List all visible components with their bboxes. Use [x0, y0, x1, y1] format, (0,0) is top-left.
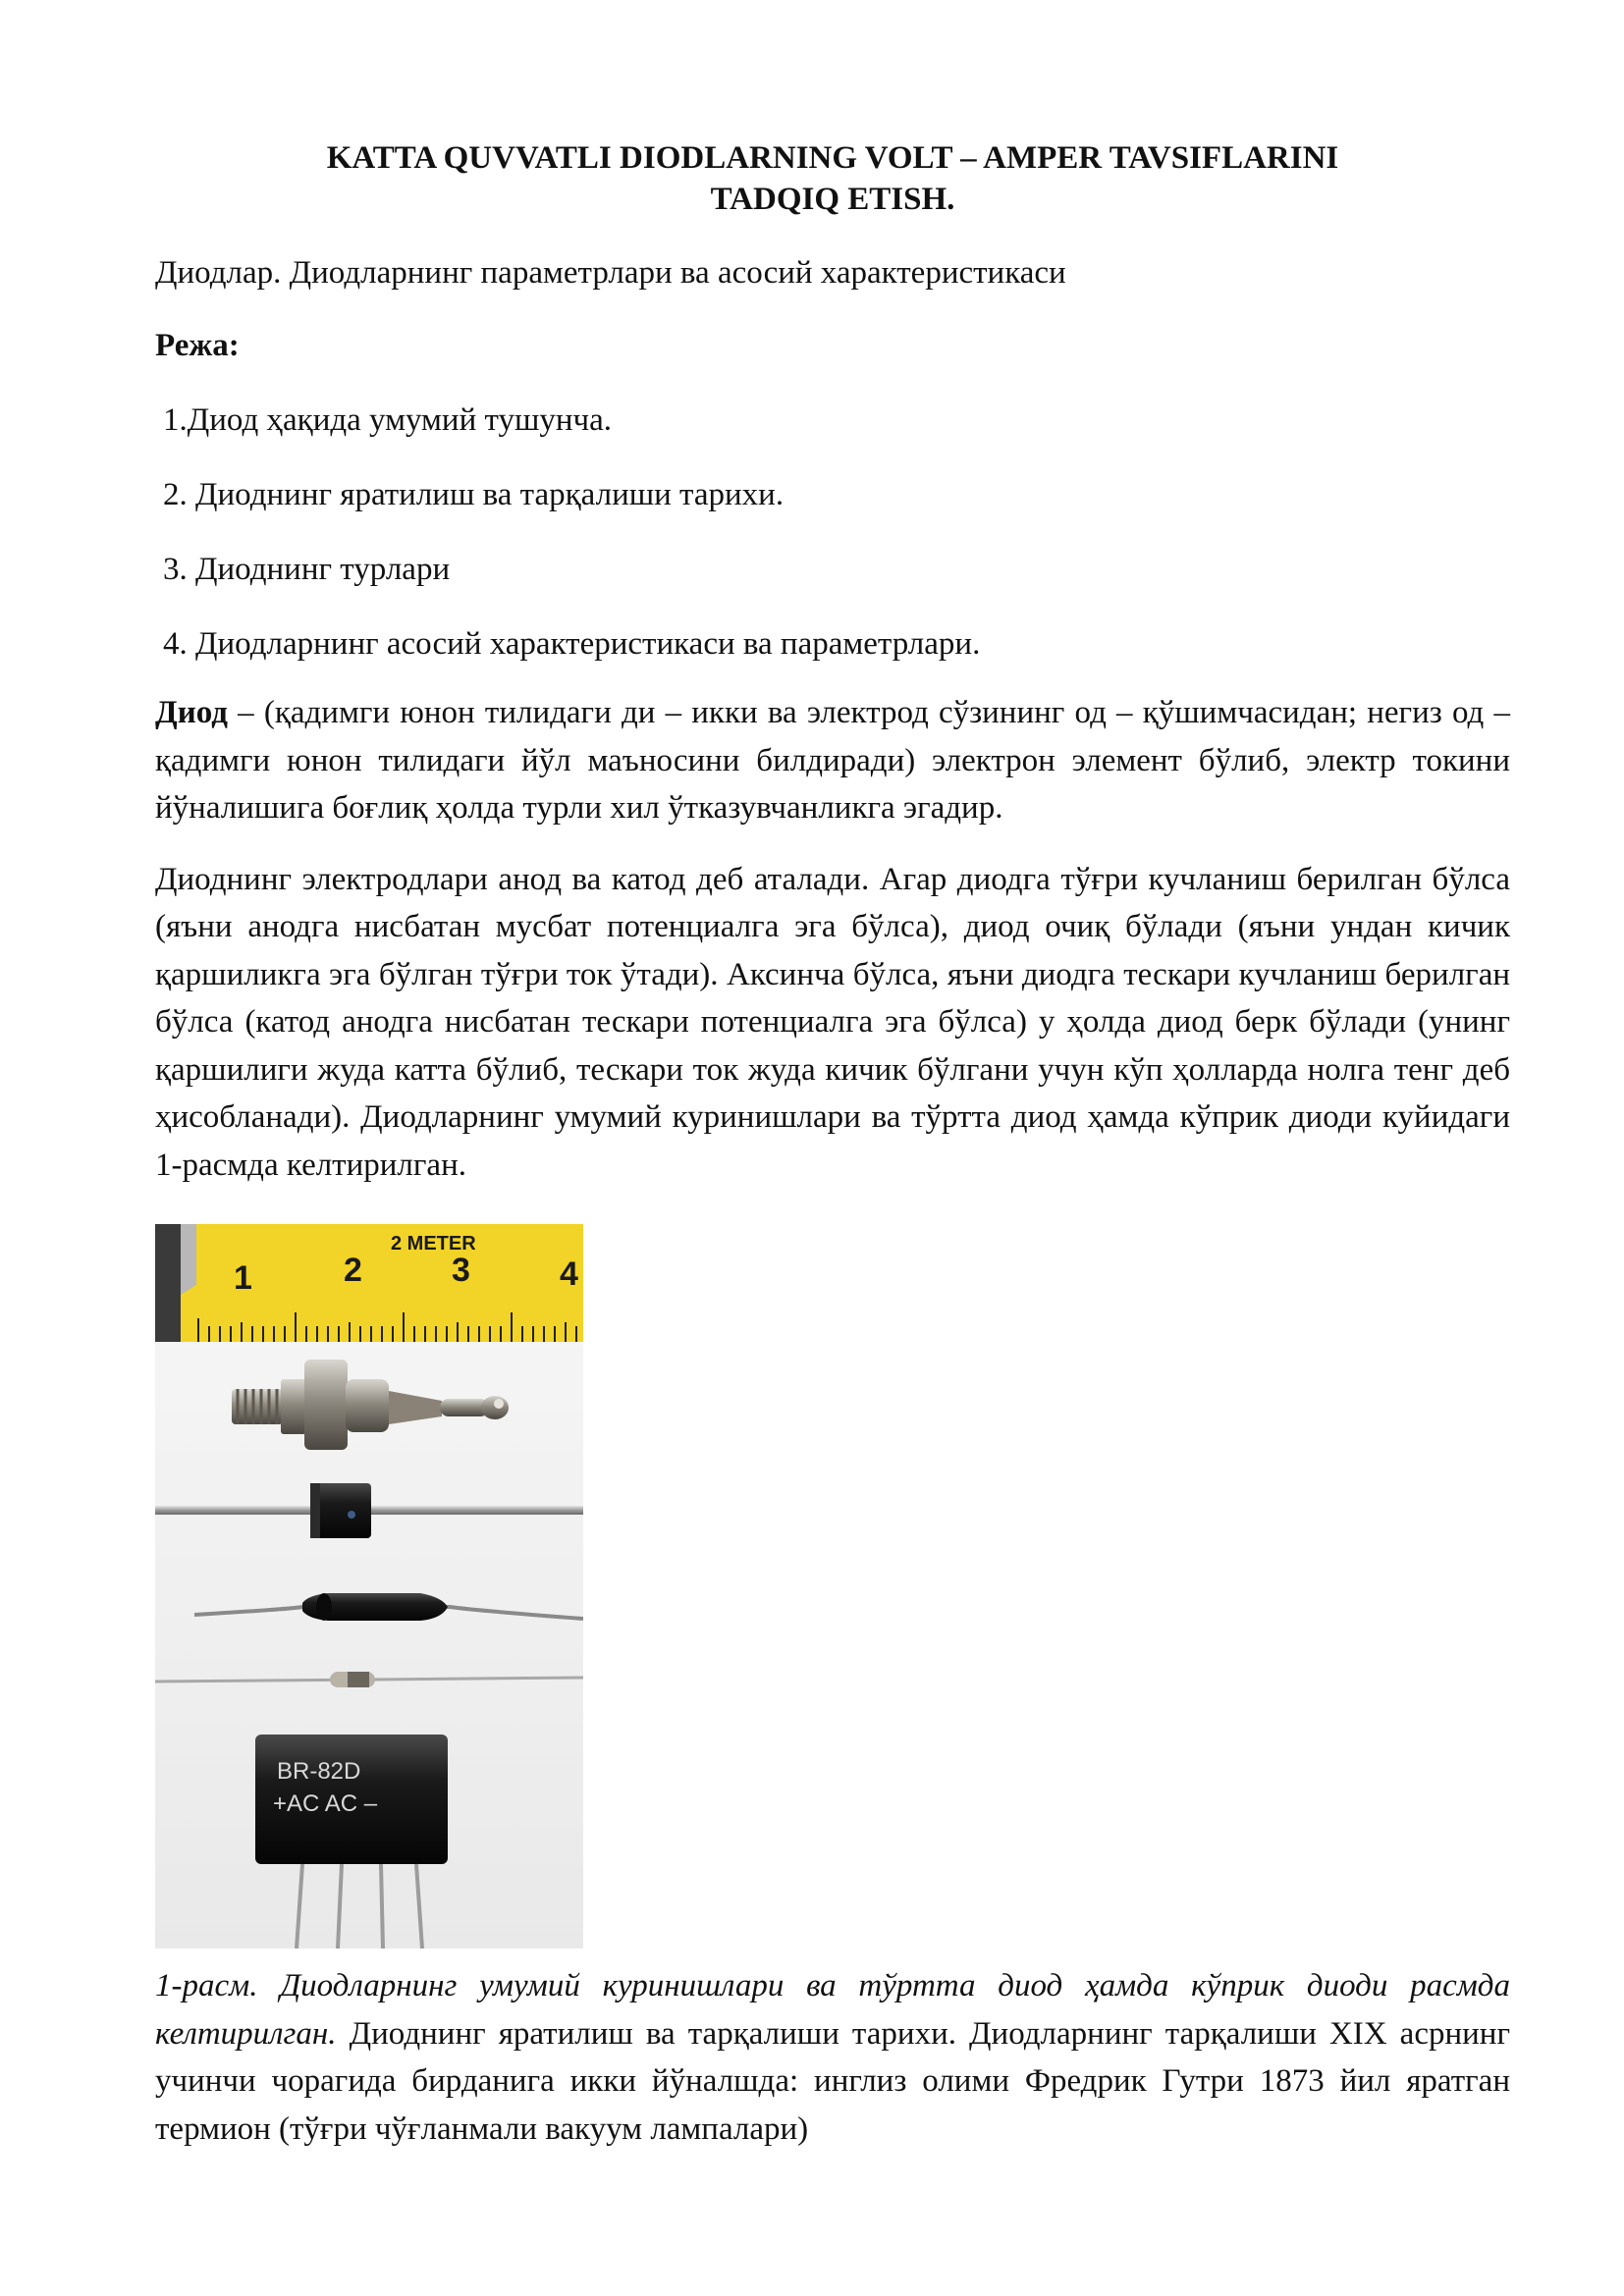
ruler-number: 2: [344, 1252, 362, 1289]
bridge-label-line-1: BR-82D: [277, 1758, 361, 1785]
ruler-number: 1: [234, 1259, 252, 1297]
diodes-photo: [155, 1224, 583, 1949]
document-title: [155, 137, 1510, 220]
title-line-1: KATTA QUVVATLI DIODLARNING VOLT – AMPER TAVSIFLARINI: [326, 140, 1339, 176]
definition-paragraph: [155, 689, 1510, 832]
definition-text: – (қадимги юнон тилидаги ди – икки ва электрод сўзининг од – қўшимчасидан; негиз од – қадимги юнон тилидаги йўл маъносини билдиради) электрон элемент бўлиб, электр токини йўналишига боғлиқ ҳолда турли хил ўтказувчанликга эгадир.: [155, 695, 1510, 826]
plan-item: 3. Диоднинг турлари: [163, 552, 451, 587]
diodes-illustration: [155, 1224, 583, 1949]
ruler-label: 2 METER: [391, 1233, 476, 1255]
electrodes-paragraph: Диоднинг электродлари анод ва катод деб аталади. Агар диодга тўғри кучланиш берилган бўлса (яъни анодга нисбатан мусбат потенциалга эга бўлса), диод очиқ бўлади (яъни ундан кичик қаршиликга эга бўлган тўғри ток ўтади). Аксинча бўлса, яъни диодга тескари кучланиш берилган бўлса (катод анодга нисбатан тескари потенциалга эга бўлса) у ҳолда диод берк бўлади (унинг қаршилиги жуда катта бўлиб, тескари ток жуда кичик бўлгани учун кўп ҳолларда нолга тенг деб ҳисобланади). Диодларнинг умумий куринишлари ва тўртта диод ҳамда кўприк диоди куйидаги 1-расмда келтирилган.: [155, 861, 1510, 1183]
definition-term: Диод: [155, 695, 228, 730]
ruler-number: 4: [560, 1255, 578, 1293]
title-line-2: TADQIQ ETISH.: [710, 182, 955, 217]
caption-italic: 1-расм. Диодларнинг умумий куринишлари ва тўртта диод ҳамда кўприк диоди расмда келтирилган.: [155, 1968, 1510, 2052]
subtitle: Диодлар. Диодларнинг параметрлари ва асосий характеристикаси: [155, 255, 1066, 291]
plan-item: 2. Диоднинг яратилиш ва тарқалиши тарихи.: [163, 477, 785, 512]
bridge-label-line-2: +AC AC –: [273, 1790, 378, 1817]
ruler-number: 3: [452, 1252, 470, 1289]
plan-item: 1.Диод ҳақида умумий тушунча.: [163, 402, 613, 438]
plan-list: [155, 399, 1510, 666]
document-page: [155, 137, 1510, 2153]
plan-item: 4. Диодларнинг асосий характеристикаси ва параметрлари.: [163, 626, 981, 662]
plan-heading: Режа:: [155, 328, 240, 363]
ruler: [155, 1224, 583, 1342]
caption-continuation: Диоднинг яратилиш ва тарқалиши тарихи. Диодларнинг тарқалиши XIX асрнинг учинчи чорагида бирданига икки йўналшда: инглиз олими Фредрик Гутри 1873 йил яратган термион (тўғри чўғланмали вакуум лампалари): [155, 2015, 1510, 2147]
figure-caption: [155, 1962, 1510, 2153]
